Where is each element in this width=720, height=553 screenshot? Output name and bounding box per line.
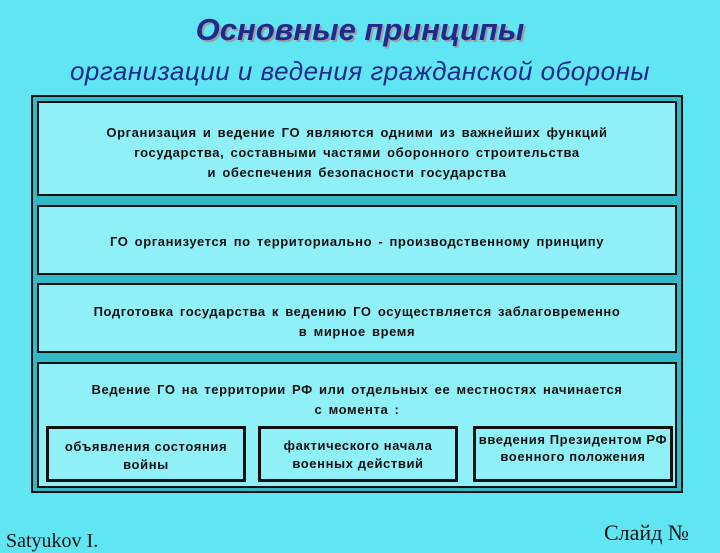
moment-box-hostilities-start — [258, 426, 458, 482]
text-line: введения — [478, 432, 546, 447]
page-title: Основные принципы — [195, 12, 525, 47]
text-line: в мирное время — [298, 324, 416, 339]
moment-box-war-declaration — [46, 426, 246, 482]
text-line: и обеспечения безопасности государства — [207, 165, 507, 180]
text-line: состояния войны — [123, 439, 228, 472]
text-line: ГО организуется по территориально - производственному принципу — [109, 234, 605, 249]
slide-number-footer: Слайд № — [604, 520, 689, 545]
text-line: государства, составными частями оборонного строительства — [134, 145, 580, 160]
text-line: фактического начала — [283, 438, 433, 453]
principle-box-2 — [37, 205, 677, 275]
text-line: объявления — [64, 439, 151, 454]
moment-box-martial-law — [473, 426, 673, 482]
text-line: Президентом РФ — [549, 432, 668, 447]
text-line: с момента : — [314, 402, 400, 417]
text-line: военного положения — [500, 449, 646, 464]
text-line: Ведение ГО на территории РФ или отдельных ее местностях начинается — [91, 382, 623, 397]
author-footer: Satyukov I. — [6, 530, 99, 552]
text-line: Организация и ведение ГО являются одними из важнейших функций — [106, 125, 608, 140]
principle-box-3 — [37, 283, 677, 353]
principle-box-1 — [37, 101, 677, 196]
page-subtitle: организации и ведения гражданской обороны — [69, 56, 651, 86]
text-line: Подготовка государства к ведению ГО осуществляется заблаговременно — [93, 304, 621, 319]
text-line: военных действий — [292, 456, 424, 471]
